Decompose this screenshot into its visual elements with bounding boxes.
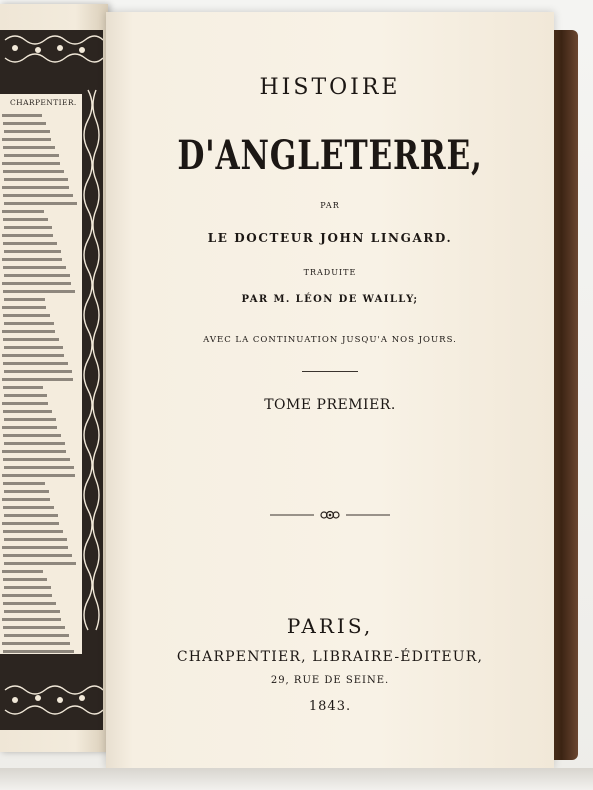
catalog-text-line (2, 570, 43, 573)
catalog-text-line (2, 474, 75, 477)
catalog-text-line (4, 634, 69, 637)
catalog-text-line (2, 258, 62, 261)
catalog-text-line (2, 522, 59, 525)
catalog-text-line (3, 362, 68, 365)
city-line: PARIS, (286, 614, 374, 638)
catalog-text-line (3, 146, 55, 149)
translator-line: PAR M. LÉON DE WAILLY; (241, 294, 419, 305)
catalog-text-line (3, 602, 56, 605)
catalog-text-line (3, 578, 47, 581)
table-surface (0, 768, 593, 790)
catalog-text-line (3, 194, 73, 197)
catalog-text-line (2, 330, 55, 333)
title-page (106, 12, 554, 768)
catalog-text-line (2, 546, 68, 549)
translated-label: TRADUITE (303, 268, 357, 277)
continuation-line: AVEC LA CONTINUATION JUSQU'A NOS JOURS. (203, 335, 457, 345)
catalog-text-line (4, 130, 50, 133)
catalog-heading: CHARPENTIER. (10, 98, 77, 107)
catalog-text-line (4, 538, 67, 541)
catalog-text-line (2, 282, 71, 285)
catalog-text-line (3, 242, 57, 245)
catalog-text-line (4, 154, 59, 157)
catalog-text-line (2, 354, 64, 357)
catalog-text-line (3, 314, 50, 317)
author-line: LE DOCTEUR JOHN LINGARD. (207, 231, 453, 245)
catalog-text-line (3, 218, 48, 221)
catalog-text-line (2, 378, 73, 381)
catalog-text-line (4, 250, 61, 253)
catalog-text-line (4, 466, 74, 469)
catalog-text-line (2, 618, 61, 621)
catalog-text-line (2, 498, 50, 501)
catalog-text-line (2, 234, 53, 237)
catalog-text-line (2, 162, 60, 165)
catalog-text-line (4, 370, 72, 373)
catalog-text-line (3, 410, 52, 413)
address-line: 29, RUE DE SEINE. (270, 675, 390, 686)
catalog-text-line (4, 202, 77, 205)
catalog-text-line (2, 594, 52, 597)
catalog-text-line (4, 322, 54, 325)
catalog-text-line (3, 170, 64, 173)
catalog-text-line (3, 554, 72, 557)
catalog-text-line (3, 290, 75, 293)
catalog-text-line (2, 642, 70, 645)
catalog-text-line (3, 506, 54, 509)
catalog-text-line (2, 450, 66, 453)
year-line: 1843. (308, 699, 352, 714)
catalog-text-line (4, 418, 56, 421)
catalog-text-line (4, 346, 63, 349)
divider (302, 371, 358, 372)
catalog-text-line (3, 434, 61, 437)
catalog-text-line (4, 442, 65, 445)
catalog-text-line (3, 386, 43, 389)
catalog-text-line (4, 178, 68, 181)
catalog-text-line (4, 562, 76, 565)
catalog-text-line (2, 402, 48, 405)
catalog-text-line (3, 338, 59, 341)
catalog-text-line (4, 586, 51, 589)
catalog-text-line (4, 298, 45, 301)
catalog-text-line (3, 458, 70, 461)
catalog-text-line (4, 610, 60, 613)
catalog-text-line (4, 226, 52, 229)
left-page (0, 4, 108, 752)
catalog-text-line (4, 394, 47, 397)
catalog-text-line (2, 210, 44, 213)
catalog-text-line (4, 514, 58, 517)
title-line-1: HISTOIRE (259, 75, 401, 100)
catalog-text-line (3, 530, 63, 533)
catalog-text-line (4, 274, 70, 277)
title-ornament (270, 508, 390, 522)
catalog-text-line (2, 186, 69, 189)
by-label: PAR (320, 201, 340, 210)
catalog-text-line (3, 626, 65, 629)
catalog-text-line (2, 114, 42, 117)
publisher-line: CHARPENTIER, LIBRAIRE-ÉDITEUR, (176, 649, 484, 665)
catalog-text-line (3, 650, 74, 653)
catalog-text-line (3, 122, 46, 125)
catalog-text-line (2, 306, 46, 309)
catalog-text-line (2, 138, 51, 141)
catalog-text-line (3, 482, 45, 485)
catalog-text-line (2, 426, 57, 429)
catalog-text-line (3, 266, 66, 269)
title-line-2: D'ANGLETERRE, (177, 132, 483, 179)
volume-label: TOME PREMIER. (264, 397, 396, 413)
catalog-text-line (4, 490, 49, 493)
